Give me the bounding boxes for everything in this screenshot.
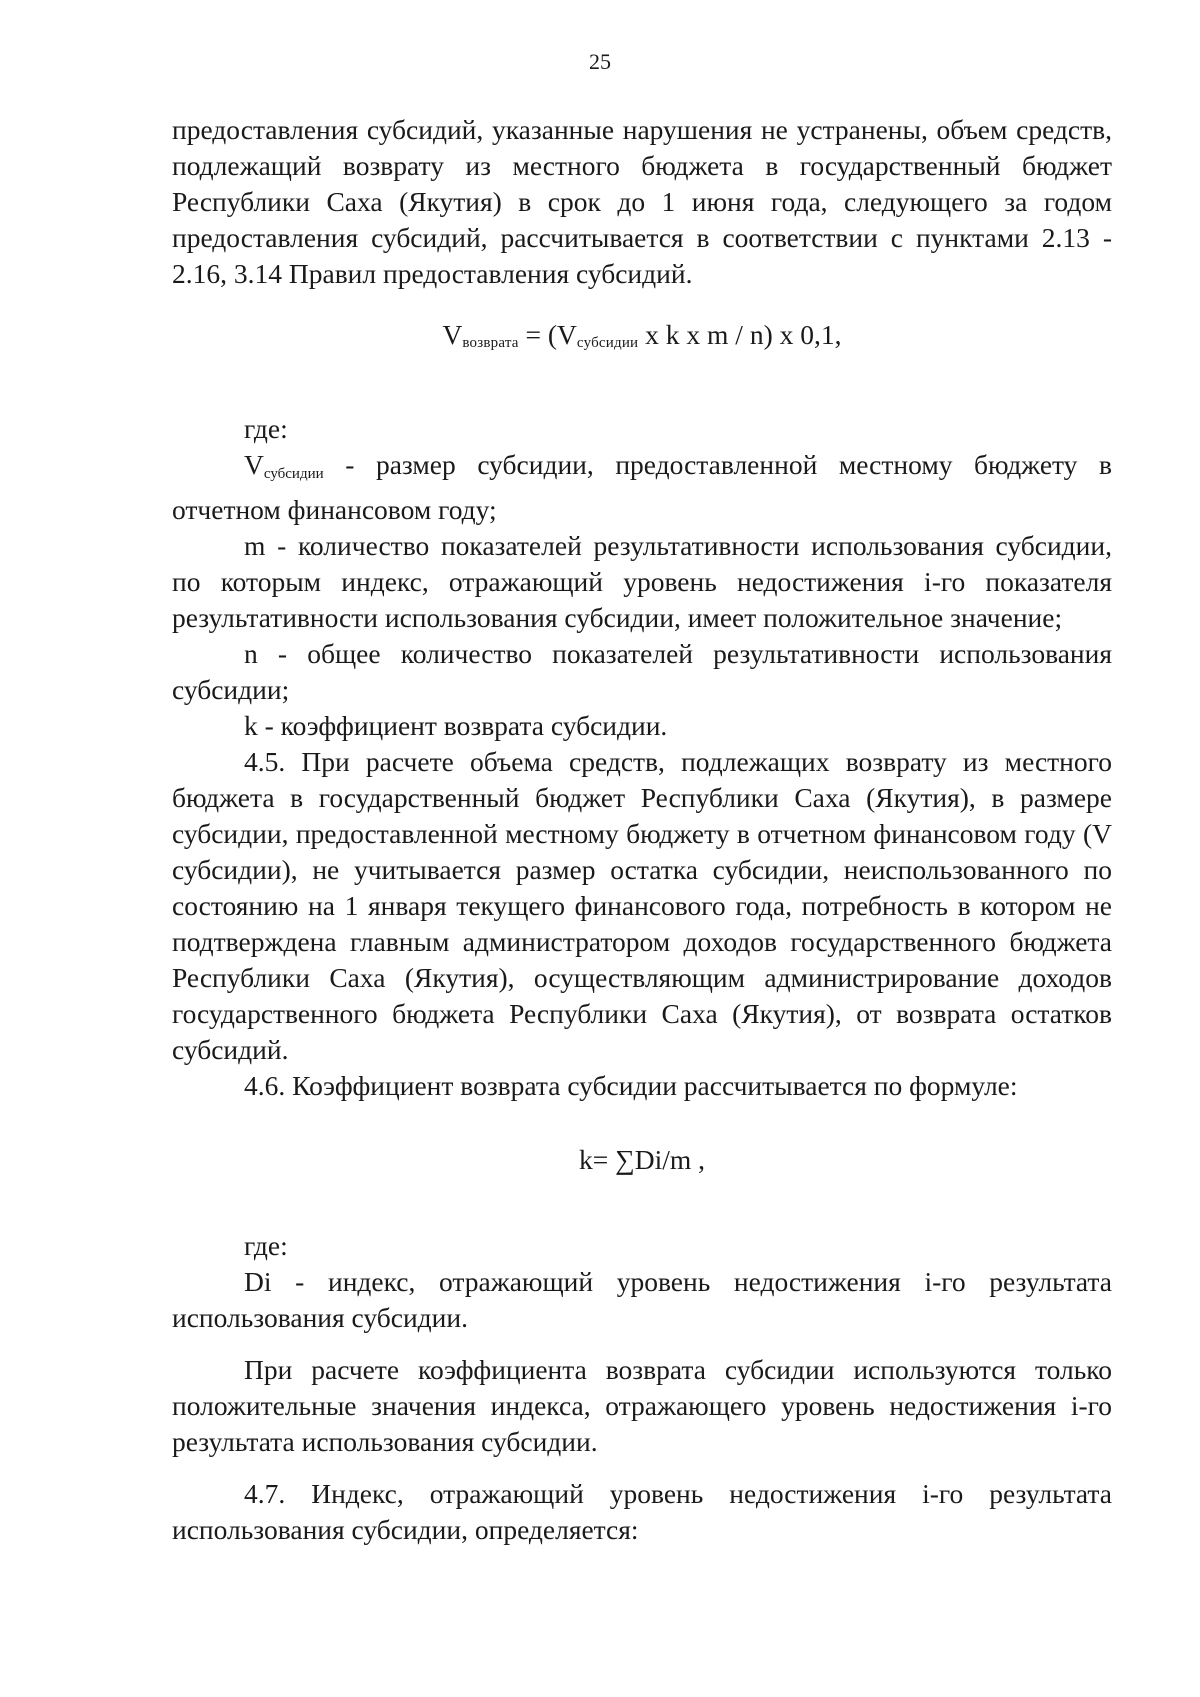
page-number: 25 [589,49,611,74]
formula-return-volume [172,317,1112,361]
formula-subscript-subsidy: субсидии [576,335,639,351]
document-body [172,112,1112,1548]
definition-v-text: - размер субсидии, предоставленной местному бюджету в отчетном финансовом году; [172,449,1112,525]
formula-v-symbol: V [442,319,463,350]
formula-rest: x k x m / n) x 0,1, [638,319,842,350]
paragraph-4-7: 4.7. Индекс, отражающий уровень недостижения i-го результата использования субсидии, определяется: [172,1478,1112,1545]
definition-v-subscript: субсидии [263,466,324,482]
where-label-2: где: [244,1230,288,1261]
paragraph-positive-values: При расчете коэффициента возврата субсидии используются только положительные значения индекса, отражающего уровень недостижения i-го результата использования субсидии. [172,1354,1112,1457]
definition-v-symbol: V [244,449,264,480]
definition-di: Di - индекс, отражающий уровень недостижения i-го результата использования субсидии. [172,1266,1112,1333]
paragraph-intro: предоставления субсидий, указанные нарушения не устранены, объем средств, подлежащий возврату из местного бюджета в государственный бюджет Республики Саха (Якутия) в срок до 1 июня года, следующего за годом предоставления субсидий, рассчитывается в соответствии с пунктами 2.13 - 2.16, 3.14 Правил предоставления субсидий. [172,114,1112,289]
paragraph-4-6: 4.6. Коэффициент возврата субсидии рассчитывается по формуле: [244,1070,1018,1101]
definition-n: n - общее количество показателей результативности использования субсидии; [172,638,1112,705]
definition-v-subsidy [172,447,1112,528]
formula-subscript-return: возврата [462,335,519,351]
where-label: где: [244,413,288,444]
formula-coefficient: k= ∑Di/m , [578,1144,706,1175]
definition-k: k - коэффициент возврата субсидии. [244,710,668,741]
paragraph-4-5: 4.5. При расчете объема средств, подлежащих возврату из местного бюджета в государственный бюджет Республики Саха (Якутия), в размере субсидии, предоставленной местному бюджету в отчетном финансовом году (V субсидии), не учитывается размер остатка субсидии, неиспользованного по состоянию на 1 января текущего финансового года, потребность в котором не подтверждена главным администратором доходов государственного бюджета Республики Саха (Якутия), осуществляющим администрирование доходов государственного бюджета Республики Саха (Якутия), от возврата остатков субсидий. [172,746,1112,1065]
formula-equals: = (V [518,319,577,350]
definition-m: m - количество показателей результативности использования субсидии, по которым индекс, отражающий уровень недостижения i-го показателя результативности использования субсидии, имеет положительное значение; [172,530,1112,633]
